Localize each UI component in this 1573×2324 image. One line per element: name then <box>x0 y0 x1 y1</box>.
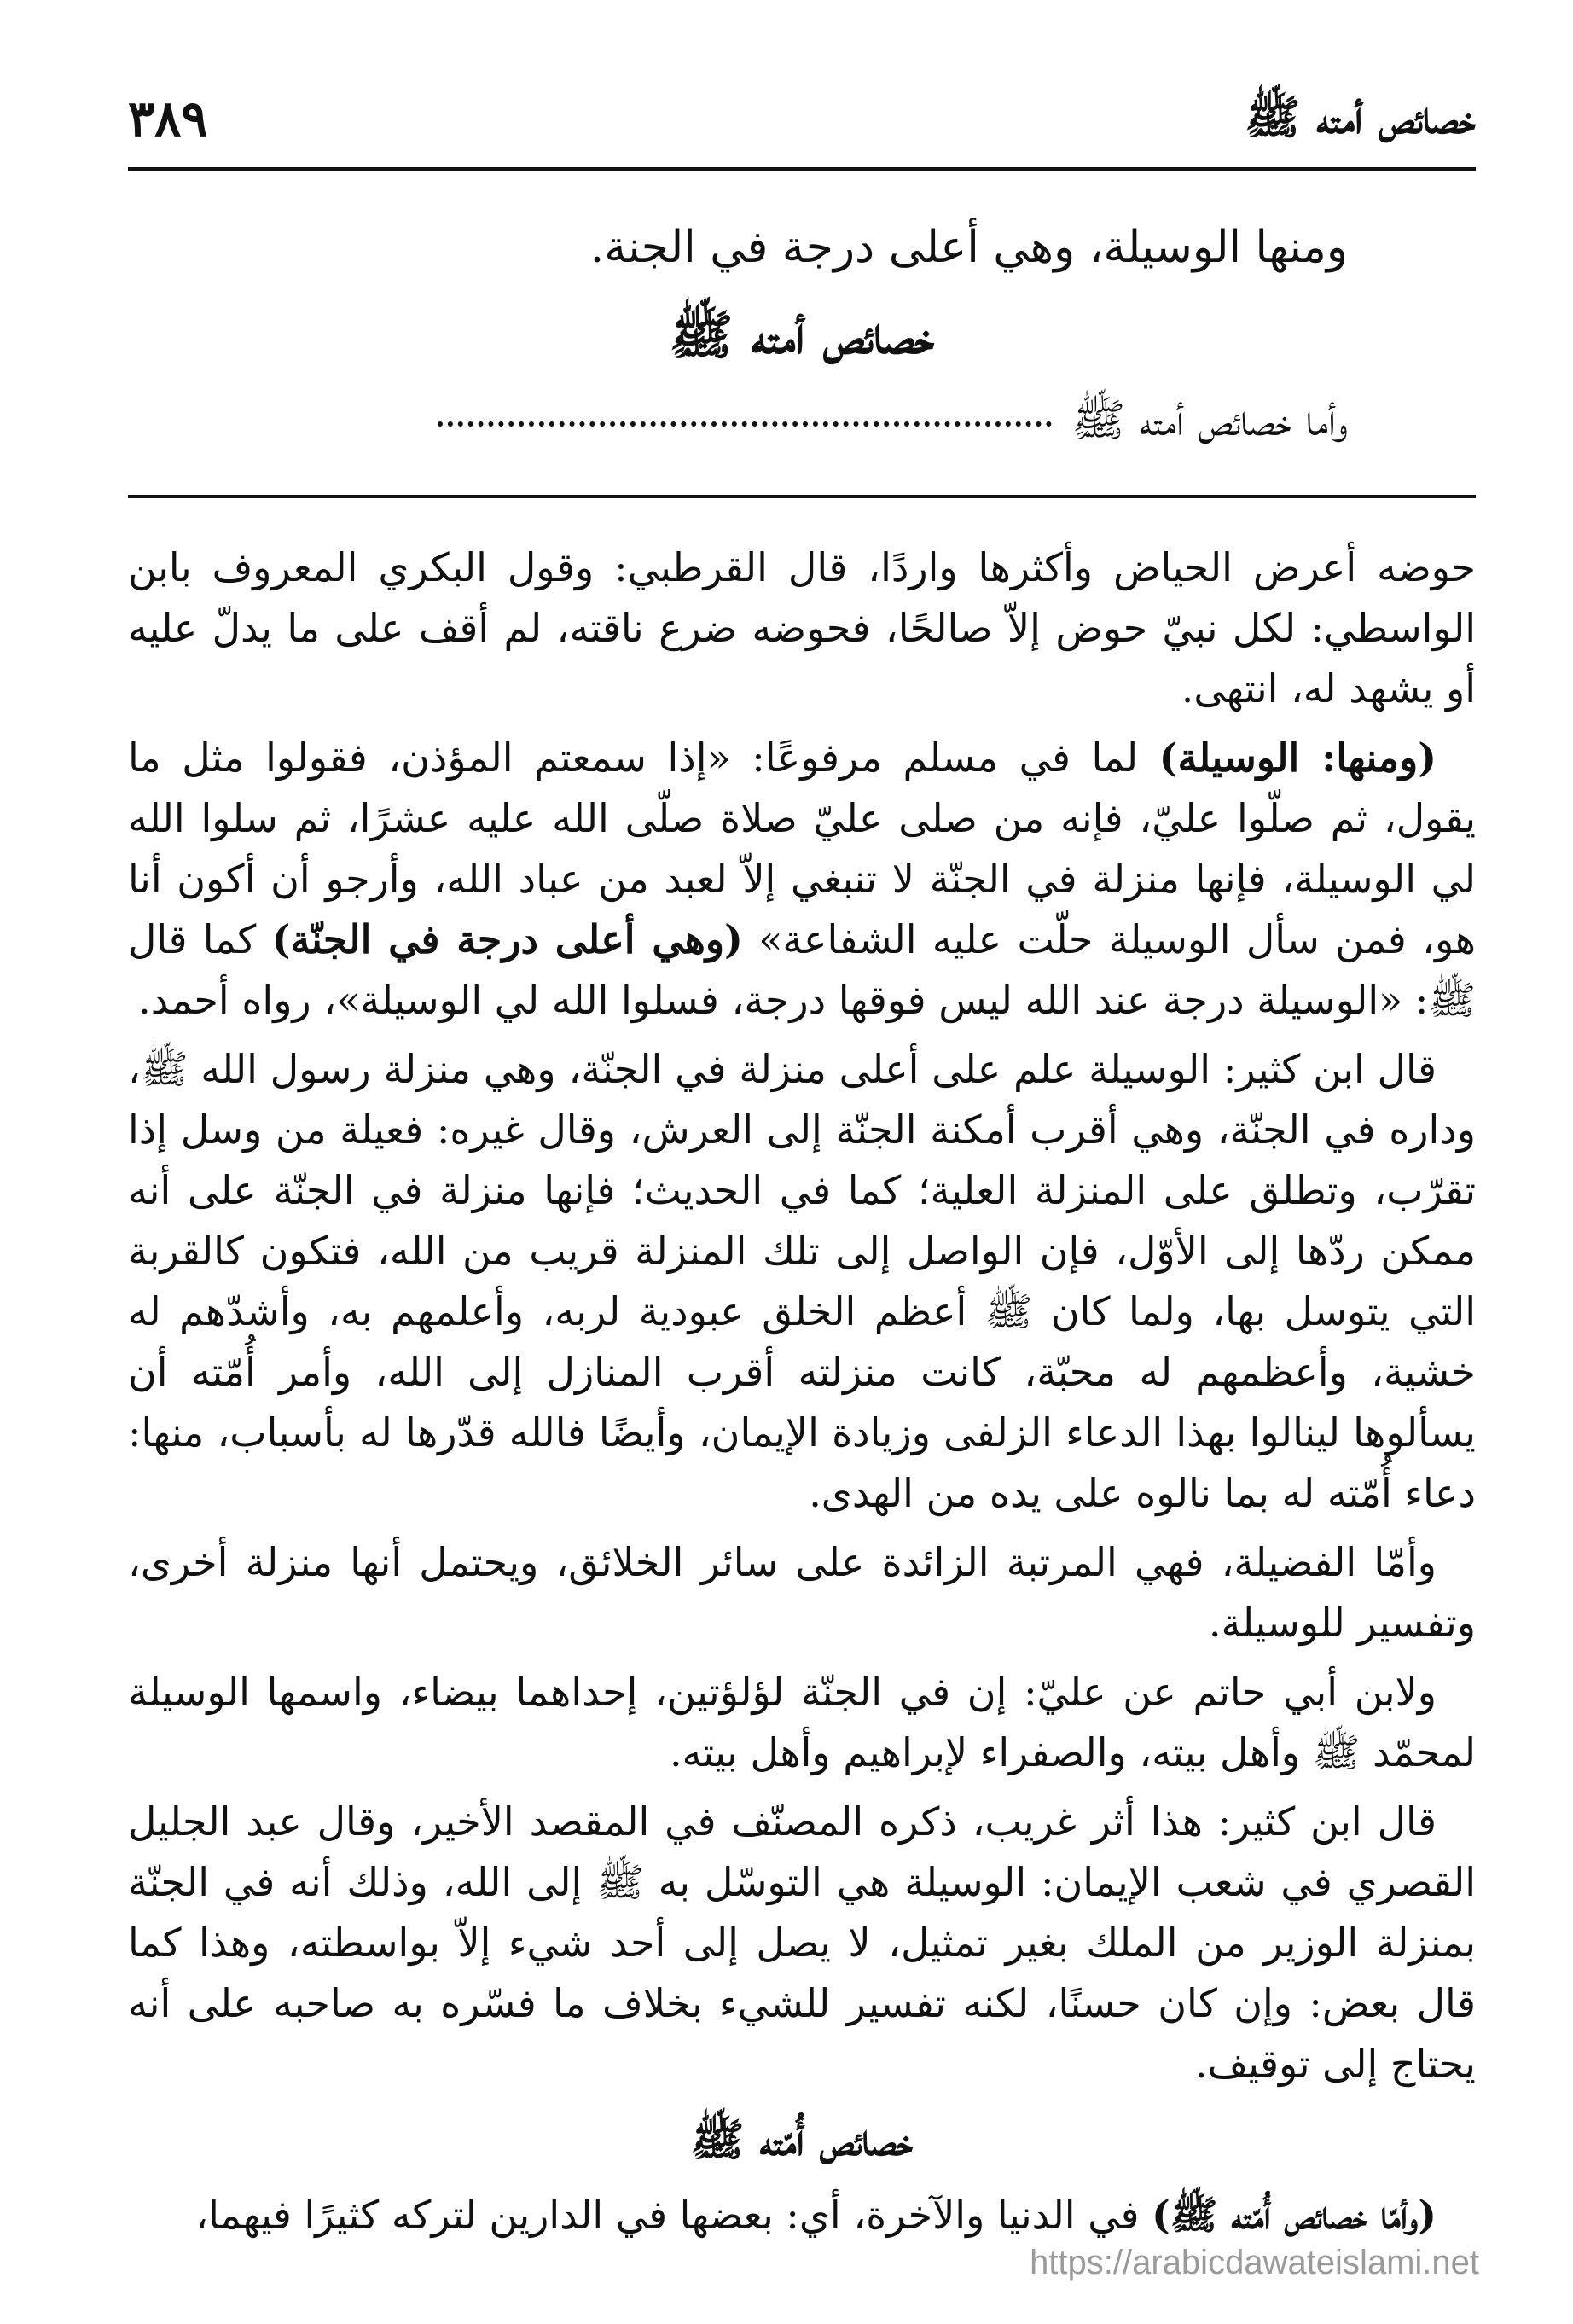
commentary-paragraph: قال ابن كثير: هذا أثر غريب، ذكره المصنّف في المقصد الأخير، وقال عبد الجليل القصري في شعب الإيمان: الوسيلة هي التوسّل به ﷺ إلى الله، وذلك أنه في الجنّة بمنزلة الوزير من الملك بغير تمثيل، لا يصل إلى أحد شيء إلاّ بواسطته، وهذا كما قال بعض: وإن كان حسنًا، لكنه تفسير للشيء بخلاف ما فسّره به صاحبه على أنه يحتاج إلى توقيف. <box>128 1798 1476 2087</box>
watermark-url: https://arabicdawateislami.net <box>1030 2244 1479 2281</box>
running-title: خصائص أمته ﷺ <box>1245 90 1476 144</box>
commentary-paragraph: حوضه أعرض الحياض وأكثرها واردًا، قال القرطبي: وقول البكري المعروف بابن الواسطي: لكل نبيّ حوض إلاّ صالحًا، فحوضه ضرع ناقته، لم أقف على ما يدلّ عليه أو يشهد له، انتهى. <box>128 544 1476 712</box>
matn-line <box>128 382 1348 459</box>
section-heading: خصائص أُمّته ﷺ <box>690 2114 914 2166</box>
commentary-paragraph: ولابن أبي حاتم عن عليّ: إن في الجنّة لؤلؤتين، إحداهما بيضاء، واسمها الوسيلة لمحمّد ﷺ وأهل بيته، والصفراء لإبراهيم وأهل بيته. <box>128 1669 1476 1775</box>
paragraph-text: كما قال ﷺ: «الوسيلة درجة عند الله ليس فوقها درجة، فسلوا الله لي الوسيلة»، رواه أحمد. <box>128 916 1476 1023</box>
commentary-paragraph: وأمّا الفضيلة، فهي المرتبة الزائدة على سائر الخلائق، ويحتمل أنها منزلة أخرى، وتفسير للوسيلة. <box>128 1539 1476 1646</box>
main-text <box>128 213 1476 459</box>
paragraph-text: في الدنيا والآخرة، أي: بعضها في الدارين لتركه كثيرًا فيهما، <box>195 2192 1152 2238</box>
quoted-matn: (ومنها: الوسيلة) <box>1158 735 1437 781</box>
section-heading: خصائص أمته ﷺ <box>669 304 935 366</box>
dotted-leader <box>438 421 1052 427</box>
page-number: ٣٨٩ <box>128 90 208 148</box>
matn-line-text: وأما خصائص أمته ﷺ <box>1071 395 1348 446</box>
commentary-paragraph <box>128 728 1476 1031</box>
commentary-separator <box>128 495 1476 498</box>
commentary-paragraph: قال ابن كثير: الوسيلة علم على أعلى منزلة في الجنّة، وهي منزلة رسول الله ﷺ، وداره في الجنّة، وهي أقرب أمكنة الجنّة إلى العرش، وقال غيره: فعيلة من وسل إذا تقرّب، وتطلق على المنزلة العلية؛ كما في الحديث؛ فإنها منزلة في الجنّة على أنه ممكن ردّها إلى الأوّل، فإن الواصل إلى تلك المنزلة قريب من الله، فتكون كالقربة التي يتوسل بها، ولما كان ﷺ أعظم الخلق عبودية لربه، وأعلمهم به، وأشدّهم له خشية، وأعظمهم له محبّة، كانت منزلته أقرب المنازل إلى الله، وأمر أُمّته أن يسألوها لينالوا بهذا الدعاء الزلفى وزيادة الإيمان، وأيضًا فالله قدّرها له بأسباب، منها: دعاء أُمّته له بما نالوه على يده من الهدى. <box>128 1046 1476 1516</box>
quoted-matn: (وهي أعلى درجة في الجنّة) <box>271 916 743 962</box>
header-rule <box>128 167 1476 171</box>
commentary-paragraph <box>128 2185 1476 2246</box>
quoted-matn: (وأمّا خصائص أُمّته ﷺ) <box>1152 2192 1437 2238</box>
matn-line: ومنها الوسيلة، وهي أعلى درجة في الجنة. <box>589 222 1348 273</box>
paragraph-text: لما في مسلم مرفوعًا: «إذا سمعتم المؤذن، فقولوا مثل ما يقول، ثم صلّوا عليّ، فإنه من صلى عليّ صلاة صلّى الله عليه عشرًا، ثم سلوا الله لي الوسيلة، فإنها منزلة في الجنّة لا تنبغي إلاّ لعبد من عباد الله، وأرجو أن أكون أنا هو، فمن سأل الوسيلة حلّت عليه الشفاعة» <box>128 735 1476 962</box>
page-header <box>128 90 1476 166</box>
commentary <box>128 537 1476 2254</box>
